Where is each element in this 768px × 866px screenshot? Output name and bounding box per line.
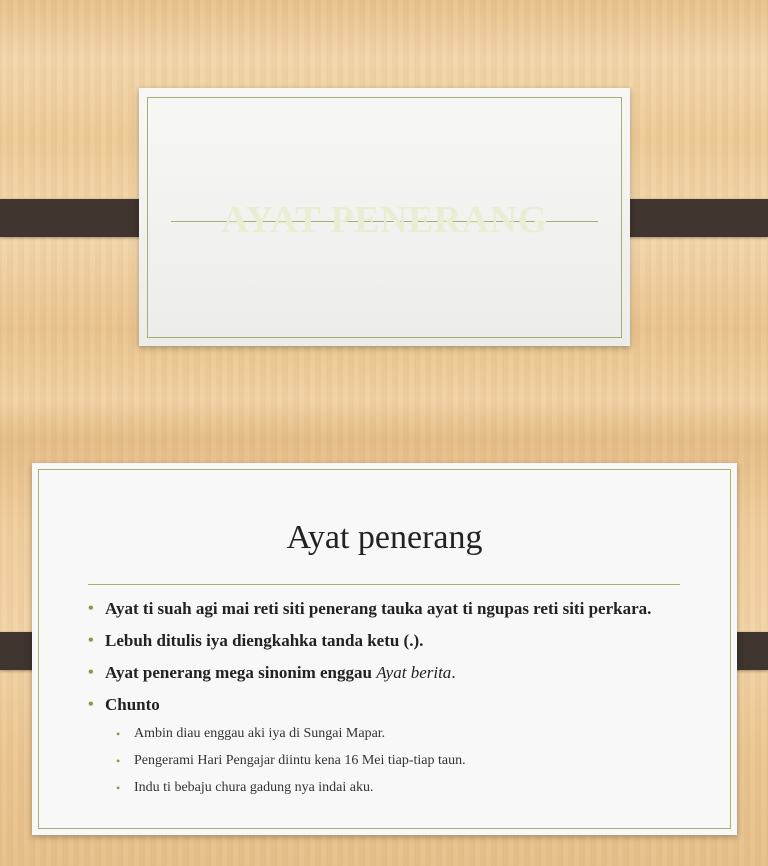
slide-2-bullet-list [88, 597, 688, 806]
bullet-text: Ayat ti suah agi mai reti siti penerang tauka ayat ti ngupas reti siti perkara. [105, 599, 652, 618]
list-item [88, 693, 688, 725]
bullet-dot-icon: • [88, 600, 94, 617]
sub-list-item [88, 779, 688, 806]
sub-bullet-text: Ambin diau enggau aki iya di Sungai Mapar. [134, 726, 386, 741]
list-item [88, 629, 688, 661]
slide-1-title: AYAT PENERANG [221, 199, 548, 241]
bullet-emphasis: Ayat berita [376, 663, 452, 682]
bullet-dot-icon: • [116, 727, 121, 741]
sub-bullet-text: Pengerami Hari Pengajar diintu kena 16 Mei tiap-tiap taun. [134, 753, 466, 768]
bullet-dot-icon: • [88, 696, 94, 713]
bullet-dot-icon: • [88, 664, 94, 681]
slide-1-right-band [613, 199, 768, 237]
sub-bullet-text: Indu ti bebaju chura gadung nya indai aku. [134, 780, 374, 795]
bullet-dot-icon: • [116, 754, 121, 768]
sub-list-item [88, 725, 688, 752]
bullet-text: Lebuh ditulis iya diengkahka tanda ketu (.). [105, 631, 424, 650]
bullet-text: Ayat penerang mega sinonim enggau [105, 663, 377, 682]
slide-2-title: Ayat penerang [286, 519, 483, 556]
bullet-dot-icon: • [116, 781, 121, 795]
bullet-suffix: . [451, 663, 456, 682]
bullet-dot-icon: • [88, 632, 94, 649]
bullet-text: Chunto [105, 695, 160, 714]
list-item [88, 597, 688, 629]
sub-list-item [88, 752, 688, 779]
list-item [88, 661, 688, 693]
slide-2-title-rule [88, 584, 680, 585]
slide-1-left-band [0, 199, 155, 237]
